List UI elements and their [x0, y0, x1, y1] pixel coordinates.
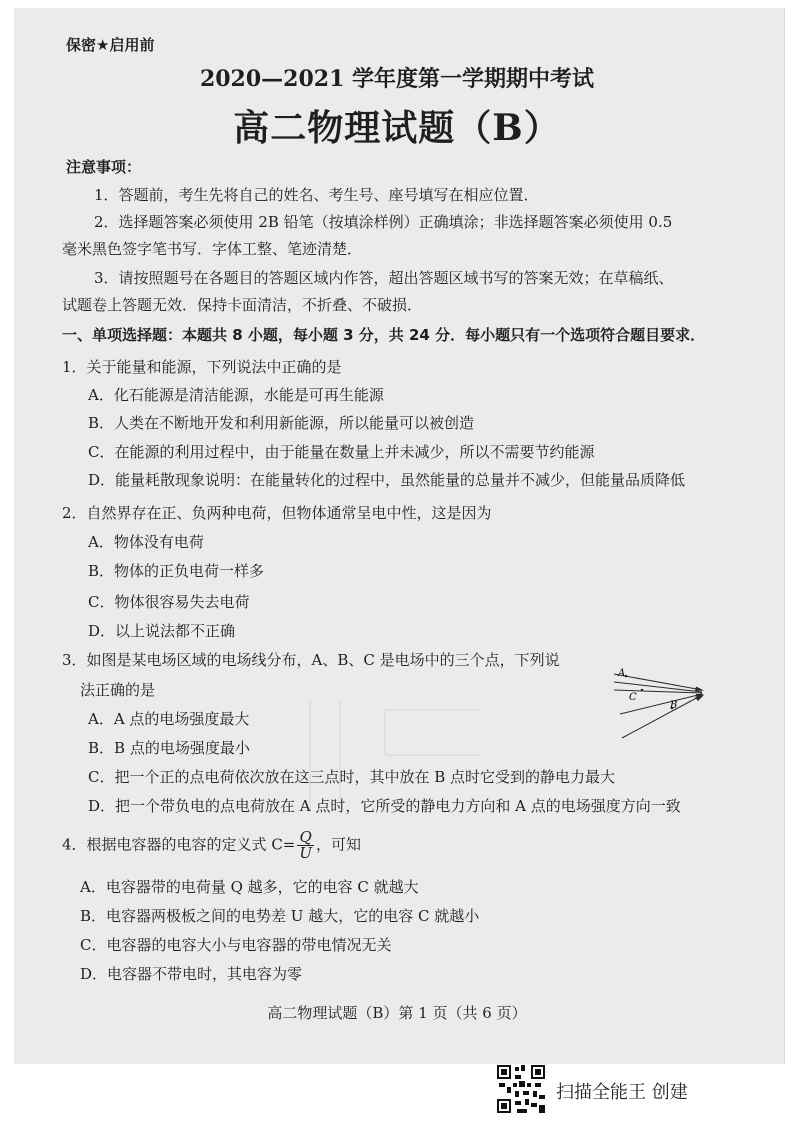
- point-b-label: B: [670, 700, 678, 711]
- question-4-stem-prefix: 4．根据电容器的电容的定义式 C=: [62, 835, 296, 854]
- point-a-label: A: [618, 668, 626, 679]
- confidential-mark: 保密★启用前: [66, 36, 155, 54]
- qr-code-icon: [497, 1065, 545, 1113]
- question-4-option-b: B．电容器两极板之间的电势差 U 越大，它的电容 C 就越小: [80, 907, 480, 925]
- question-2-option-a: A．物体没有电荷: [88, 533, 204, 551]
- question-3-stem-line-1: 3．如图是某电场区域的电场线分布，A、B、C 是电场中的三个点，下列说: [62, 651, 560, 669]
- question-1-option-c: C．在能源的利用过程中，由于能量在数量上并未减少，所以不需要节约能源: [88, 443, 595, 461]
- question-4-stem: [62, 830, 361, 861]
- page-footer: 高二物理试题（B）第 1 页（共 6 页）: [267, 1004, 527, 1022]
- point-c-label: C: [629, 692, 637, 703]
- question-1-option-d: D．能量耗散现象说明：在能量转化的过程中，虽然能量的总量并不减少，但能量品质降低: [88, 471, 686, 489]
- question-1-option-a: A．化石能源是清洁能源，水能是可再生能源: [88, 386, 384, 404]
- question-2-option-b: B．物体的正负电荷一样多: [88, 562, 265, 580]
- formula-denominator: U: [299, 844, 313, 862]
- question-1-option-b: B．人类在不断地开发和利用新能源，所以能量可以被创造: [88, 414, 475, 432]
- field-arrow-1: [695, 687, 704, 692]
- electric-field-diagram: [612, 660, 712, 740]
- notice-item-1: 1．答题前，考生先将自己的姓名、考生号、座号填写在相应位置．: [94, 186, 539, 204]
- question-4-stem-suffix: ，可知: [316, 835, 362, 854]
- question-3-option-b: B．B 点的电场强度最小: [88, 739, 250, 757]
- point-c-dot: [641, 689, 644, 692]
- bleed-through-marks: [300, 700, 500, 810]
- question-4-option-c: C．电容器的电容大小与电容器的带电情况无关: [80, 936, 392, 954]
- scanner-watermark-text: 扫描全能王 创建: [556, 1082, 688, 1103]
- capacitance-formula: [297, 830, 314, 861]
- question-2-option-c: C．物体很容易失去电荷: [88, 593, 250, 611]
- question-4-option-a: A．电容器带的电荷量 Q 越多，它的电容 C 就越大: [80, 878, 419, 896]
- question-3-option-c: C．把一个正的点电荷依次放在这三点时，其中放在 B 点时它受到的静电力最大: [88, 768, 616, 786]
- question-1-stem: 1．关于能量和能源，下列说法中正确的是: [62, 358, 342, 376]
- question-2-stem: 2．自然界存在正、负两种电荷，但物体通常呈电中性，这是因为: [62, 504, 492, 522]
- question-3-option-d: D．把一个带负电的点电荷放在 A 点时，它所受的静电力方向和 A 点的电场强度方向一致: [88, 797, 681, 815]
- notice-item-3-line-2: 试题卷上答题无效．保持卡面清洁，不折叠、不破损．: [62, 296, 423, 314]
- question-3-stem-line-2: 法正确的是: [80, 681, 156, 699]
- notice-item-2-line-2: 毫米黑色签字笔书写．字体工整、笔迹清楚．: [62, 240, 363, 258]
- formula-numerator: Q: [297, 830, 314, 846]
- subject-title: 高二物理试题（B）: [233, 107, 561, 149]
- notice-item-3-line-1: 3．请按照题号在各题目的答题区域内作答，超出答题区域书写的答案无效；在草稿纸、: [94, 269, 674, 287]
- notice-item-2-line-1: 2．选择题答案必须使用 2B 铅笔（按填涂样例）正确填涂；非选择题答案必须使用 0.5: [94, 213, 673, 231]
- section-1-heading: 一、单项选择题：本题共 8 小题，每小题 3 分，共 24 分．每小题只有一个选项符合题目要求．: [62, 326, 706, 344]
- notice-heading: 注意事项：: [66, 158, 142, 176]
- question-3-option-a: A．A 点的电场强度最大: [88, 710, 250, 728]
- question-2-option-d: D．以上说法都不正确: [88, 622, 236, 640]
- exam-title: 2020—2021 学年度第一学期期中考试: [199, 66, 595, 92]
- question-4-option-d: D．电容器不带电时，其电容为零: [80, 965, 303, 983]
